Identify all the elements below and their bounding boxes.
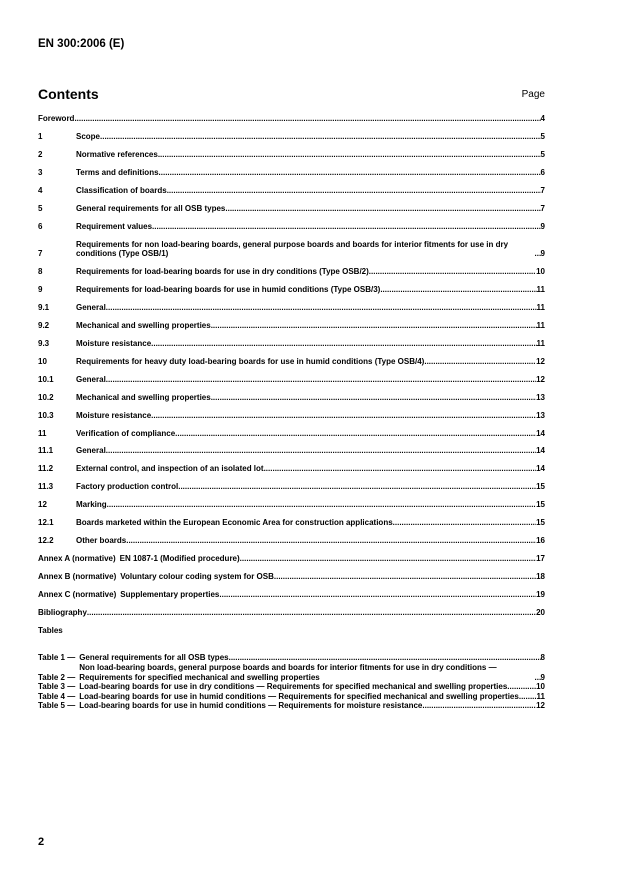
toc-entry-number: 9.3: [38, 338, 50, 348]
toc-entry-number: 1: [38, 131, 43, 141]
toc-entry-number: 12.2: [38, 536, 54, 546]
dot-leader: [151, 411, 536, 421]
toc-entry[interactable]: [38, 303, 545, 313]
toc-entry-number: 4: [38, 185, 43, 195]
toc-entry-number: Annex A (normative): [38, 554, 116, 564]
toc-entry-page: 13: [536, 392, 545, 402]
toc-entry[interactable]: [38, 572, 545, 582]
toc-entry-text: Bibliography: [38, 607, 87, 617]
dot-leader: [152, 222, 541, 232]
table-list-entry[interactable]: [38, 663, 545, 682]
toc-entry-text: General requirements for all OSB types: [76, 203, 226, 213]
toc-entry-number: 8: [38, 267, 43, 277]
toc-entry-text: Requirements for load-bearing boards for use in dry conditions (Type OSB/2): [76, 267, 369, 277]
toc-entry-page: 6: [540, 167, 545, 177]
toc-entry-number: 6: [38, 221, 43, 231]
toc-entry-page: 14: [536, 446, 545, 456]
toc-entry-number: 11: [38, 428, 47, 438]
dot-leader: [158, 150, 541, 160]
toc-entry-number: 5: [38, 203, 43, 213]
toc-entry-page: 7: [540, 203, 545, 213]
toc-entry-text: Requirement values: [76, 221, 153, 231]
table-list-entry[interactable]: [38, 682, 545, 692]
toc-entry[interactable]: [38, 482, 545, 492]
toc-entry-page: 19: [536, 589, 545, 599]
table-page: 10: [536, 682, 545, 692]
dot-leader: [74, 114, 540, 124]
toc-entry-text: EN 1087-1 (Modified procedure): [119, 554, 240, 564]
dot-leader: [106, 446, 536, 456]
dot-leader: [87, 608, 536, 618]
table-title: Load-bearing boards for use in humid conditions — Requirements for specified mechanical and swelling properties: [79, 691, 519, 701]
page-column-label: Page: [521, 89, 545, 100]
dot-leader: [151, 339, 536, 349]
toc-entry-text: Normative references: [76, 149, 158, 159]
toc-entry[interactable]: [38, 608, 545, 618]
dot-leader: [167, 186, 541, 196]
dot-leader: [424, 357, 536, 367]
contents-title: Contents: [38, 86, 99, 102]
toc-entry[interactable]: [38, 393, 545, 403]
toc-entry-page: 15: [536, 518, 545, 528]
toc-entry-page: 14: [536, 464, 545, 474]
toc-entry-page: 15: [536, 500, 545, 510]
toc-entry-text: Marking: [76, 500, 107, 510]
list-of-tables: [38, 653, 545, 711]
toc-entry[interactable]: [38, 590, 545, 600]
toc-entry-page: 11: [536, 285, 545, 295]
dot-leader: [264, 464, 537, 474]
toc-entry-page: 10: [536, 267, 545, 277]
toc-entry-page: 17: [536, 554, 545, 564]
toc-entry-text: Boards marketed within the European Economic Area for construction applications: [76, 518, 393, 528]
toc-entry[interactable]: [38, 114, 545, 124]
toc-entry-page: 12: [536, 374, 545, 384]
toc-entry[interactable]: [38, 554, 545, 564]
toc-entry-number: 11.2: [38, 464, 54, 474]
toc-entry-text: Moisture resistance: [76, 338, 152, 348]
toc-entry-page: 15: [536, 482, 545, 492]
toc-entry-page: 20: [536, 607, 545, 617]
toc-entry-text: Requirements for load-bearing boards for use in humid conditions (Type OSB/3): [76, 285, 381, 295]
table-page: 11: [536, 691, 545, 701]
toc-entry[interactable]: [38, 500, 545, 510]
toc-entry-text: Terms and definitions: [76, 167, 159, 177]
toc-entry[interactable]: [38, 446, 545, 456]
table-title: Load-bearing boards for use in humid conditions — Requirements for moisture resistance: [79, 701, 423, 711]
table-list-entry[interactable]: [38, 701, 545, 711]
table-label: Table 4 —: [38, 691, 76, 701]
toc-entry-page: 11: [536, 302, 545, 312]
toc-entry-page: 14: [536, 428, 545, 438]
toc-entry-text: Verification of compliance: [76, 428, 176, 438]
toc-entry-text: Mechanical and swelling properties: [76, 320, 211, 330]
toc-entry[interactable]: [38, 168, 545, 178]
dot-leader: [175, 429, 536, 439]
table-label: Table 5 —: [38, 701, 76, 711]
table-page: 9: [540, 672, 545, 682]
toc-entry[interactable]: [38, 357, 545, 367]
table-title: Load-bearing boards for use in dry conditions — Requirements for specified mechanical and swelling properties: [79, 682, 508, 692]
dot-leader: [422, 701, 536, 711]
table-page: 8: [540, 653, 545, 663]
dot-leader: [100, 132, 541, 142]
toc-entry-text: Mechanical and swelling properties: [76, 392, 211, 402]
dot-leader: [178, 482, 536, 492]
dot-leader: [211, 321, 537, 331]
dot-leader: [369, 267, 536, 277]
toc-entry-number: 7: [38, 249, 43, 259]
dot-leader: [229, 653, 541, 663]
toc-entry-text: Classification of boards: [76, 185, 167, 195]
toc-entry-page: 4: [540, 114, 545, 123]
toc-entry[interactable]: [38, 518, 545, 528]
table-list-entry[interactable]: [38, 653, 545, 663]
toc-entry-text: General: [76, 446, 106, 456]
dot-leader: [107, 500, 536, 510]
dot-leader: [225, 204, 540, 214]
toc-entry[interactable]: [38, 222, 545, 232]
table-label: Table 1 —: [38, 653, 76, 663]
toc-entry-number: 10: [38, 356, 47, 366]
toc-entry-number: 11.3: [38, 482, 54, 492]
toc-entry[interactable]: [38, 429, 545, 439]
toc-entry-number: 10.1: [38, 374, 54, 384]
toc-entry-text: General: [76, 374, 106, 384]
toc-entry-number: 3: [38, 167, 43, 177]
dot-leader: [519, 692, 537, 702]
table-title: General requirements for all OSB types: [79, 653, 229, 663]
toc-entry-number: Annex C (normative): [38, 589, 117, 599]
toc-entry[interactable]: [38, 240, 545, 259]
toc-entry[interactable]: [38, 321, 545, 331]
document-id: EN 300:2006 (E): [38, 38, 125, 50]
toc-entry-text: External control, and inspection of an isolated lot: [76, 464, 264, 474]
toc-entry[interactable]: [38, 132, 545, 142]
toc-entry[interactable]: [38, 267, 545, 277]
toc-entry[interactable]: [38, 150, 545, 160]
dot-leader: [380, 285, 536, 295]
toc-entry-text: Factory production control: [76, 482, 179, 492]
toc-entry[interactable]: [38, 339, 545, 349]
toc-entry-page: 11: [536, 320, 545, 330]
toc-entry[interactable]: [38, 285, 545, 295]
toc-entry-number: 12: [38, 500, 47, 510]
toc-entry-page: 9: [540, 221, 545, 231]
toc-entry-number: 2: [38, 149, 43, 159]
table-label: Table 3 —: [38, 682, 76, 692]
table-label: Table 2 —: [38, 672, 76, 682]
toc-entry-text: Other boards: [76, 536, 127, 546]
toc-entry-text: Moisture resistance: [76, 410, 152, 420]
toc-entry-number: 11.1: [38, 446, 54, 456]
toc-entry[interactable]: [38, 204, 545, 214]
toc-entry-page: 16: [536, 536, 545, 546]
dot-leader: [106, 375, 536, 385]
toc-entry-text: General: [76, 302, 106, 312]
dot-leader: [219, 590, 536, 600]
toc-entry-text: Scope: [76, 131, 101, 141]
toc-entry[interactable]: [38, 536, 545, 546]
toc-entry-number: 10.3: [38, 410, 54, 420]
toc-entry-page: 5: [540, 131, 545, 141]
toc-entry-number: 10.2: [38, 392, 54, 402]
toc-entry-number: 9.1: [38, 302, 50, 312]
toc-entry-page: 13: [536, 410, 545, 420]
dot-leader: [106, 303, 537, 313]
toc-entry-text: Requirements for heavy duty load-bearing boards for use in humid conditions (Type OSB/4): [76, 356, 425, 366]
toc-entry-page: 18: [536, 572, 545, 582]
toc-entry[interactable]: [38, 464, 545, 474]
toc-entry-number: 9: [38, 285, 43, 295]
dot-leader: [159, 168, 541, 178]
toc-entry-number: Annex B (normative): [38, 572, 117, 582]
toc-entries: [38, 114, 545, 618]
toc-entry-text: Supplementary properties: [120, 589, 220, 599]
toc-entry-number: 9.2: [38, 320, 50, 330]
toc-entry-page: 9: [540, 249, 545, 259]
page-number: 2: [38, 836, 45, 848]
tables-heading: Tables: [38, 625, 63, 635]
toc-entry-page: 5: [540, 149, 545, 159]
toc-entry-text: Foreword: [38, 114, 75, 123]
toc-entry-text: Voluntary colour coding system for OSB: [120, 572, 274, 582]
table-title: Non load-bearing boards, general purpose boards and boards for interior fitments for use in dry conditions —Requirements for specified mechanical and swelling properties: [79, 663, 497, 682]
toc-entry-page: 7: [540, 185, 545, 195]
table-list-entry[interactable]: [38, 692, 545, 702]
toc-entry[interactable]: [38, 375, 545, 385]
toc-entry-page: 12: [536, 356, 545, 366]
table-page: 12: [536, 701, 545, 711]
toc-entry-text: Requirements for non load-bearing boards, general purpose boards and boards for interior fitments for use in dry conditions (Type OSB/1): [76, 239, 509, 259]
dot-leader: [126, 536, 536, 546]
toc-entry[interactable]: [38, 186, 545, 196]
dot-leader: [393, 518, 536, 528]
dot-leader: [240, 554, 536, 564]
toc-entry-page: 11: [536, 338, 545, 348]
dot-leader: [507, 682, 536, 692]
table-of-contents: [38, 114, 545, 711]
dot-leader: [274, 572, 536, 582]
dot-leader: [211, 393, 536, 403]
toc-entry[interactable]: [38, 411, 545, 421]
toc-entry-number: 12.1: [38, 518, 54, 528]
